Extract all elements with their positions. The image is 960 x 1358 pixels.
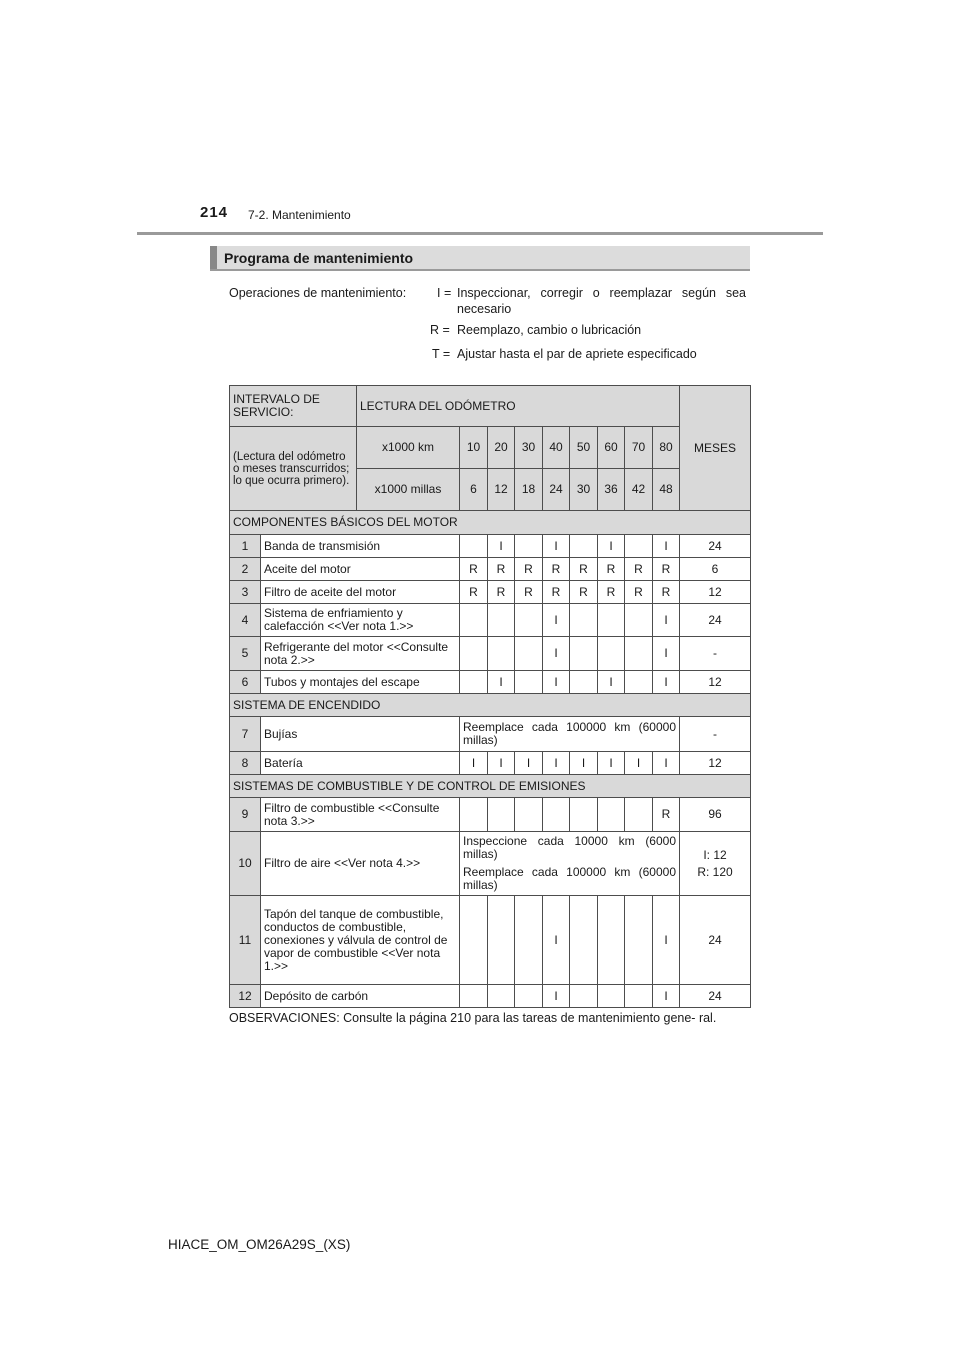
legend-code-t: T = [432,347,451,361]
row-number: 7 [230,717,261,752]
table-row [230,798,751,832]
section-name: 7-2. Mantenimiento [248,208,351,222]
interval-note: (Lectura del odómetro o meses transcurridos; lo que ocurra primero). [230,427,357,511]
op-cell [515,985,543,1008]
op-cell: I [598,671,625,694]
months-cell: 12 [680,752,751,775]
km-value: 70 [625,427,653,469]
miles-value: 48 [653,469,680,511]
km-value: 40 [543,427,570,469]
observations-note: OBSERVACIONES: Consulte la página 210 para las tareas de mantenimiento gene- ral. [229,1011,717,1025]
table-row [230,558,751,581]
title-accent [210,246,217,269]
op-cell [625,985,653,1008]
op-cell [570,798,598,832]
op-cell [570,604,598,637]
miles-value: 24 [543,469,570,511]
op-cell [460,637,488,671]
op-cell [488,637,515,671]
legend-text-t: Ajustar hasta el par de apriete especificado [457,347,697,361]
op-cell [515,637,543,671]
months-cell: R: 120 [680,864,751,896]
op-cell [598,604,625,637]
op-cell [515,671,543,694]
table-row [230,896,751,985]
table-row [230,832,751,864]
row-number: 9 [230,798,261,832]
op-cell: R [653,558,680,581]
op-cell [625,637,653,671]
item-name: Banda de transmisión [261,535,460,558]
table-row [230,604,751,637]
miles-value: 30 [570,469,598,511]
maintenance-table [229,385,751,1008]
document-code: HIACE_OM_OM26A29S_(XS) [168,1237,351,1252]
odometer-label: LECTURA DEL ODÓMETRO [357,386,680,427]
op-cell: R [543,581,570,604]
op-cell [515,896,543,985]
months-cell: 24 [680,604,751,637]
km-value: 30 [515,427,543,469]
op-cell: R [625,558,653,581]
table-row [230,671,751,694]
op-cell: I [653,637,680,671]
months-cell: 12 [680,671,751,694]
op-cell [625,896,653,985]
op-cell: I [543,604,570,637]
item-name: Sistema de enfriamiento y calefacción <<Ver nota 1.>> [261,604,460,637]
span-note: Reemplace cada 100000 km (60000 millas) [460,864,680,896]
op-cell [570,985,598,1008]
op-cell: I [653,985,680,1008]
op-cell [598,637,625,671]
section-title: Programa de mantenimiento [224,250,414,266]
op-cell: I [543,671,570,694]
op-cell: R [460,581,488,604]
op-cell: I [543,637,570,671]
op-cell: I [598,535,625,558]
legend-text-r: Reemplazo, cambio o lubricación [457,323,642,337]
item-name: Aceite del motor [261,558,460,581]
months-cell: - [680,637,751,671]
op-cell: I [515,752,543,775]
op-cell [598,896,625,985]
op-cell [570,535,598,558]
op-cell: R [653,581,680,604]
section-header: COMPONENTES BÁSICOS DEL MOTOR [230,511,751,535]
op-cell [488,896,515,985]
legend-code-r: R = [430,323,450,337]
op-cell [488,604,515,637]
item-name: Depósito de carbón [261,985,460,1008]
km-value: 50 [570,427,598,469]
section-header: SISTEMA DE ENCENDIDO [230,694,751,717]
op-cell: I [598,752,625,775]
months-cell: - [680,717,751,752]
miles-label: x1000 millas [357,469,460,511]
op-cell: R [625,581,653,604]
op-cell: I [570,752,598,775]
op-cell [625,535,653,558]
op-cell: R [598,581,625,604]
row-number: 1 [230,535,261,558]
months-label: MESES [680,386,751,511]
km-value: 20 [488,427,515,469]
table-row [230,581,751,604]
item-name: Bujías [261,717,460,752]
km-value: 10 [460,427,488,469]
op-cell: R [543,558,570,581]
row-number: 8 [230,752,261,775]
months-cell: 6 [680,558,751,581]
item-name: Tapón del tanque de combustible, conductos de combustible, conexiones y válvula de control de vapor de combustible <<Ver nota 1.>> [261,896,460,985]
op-cell: R [460,558,488,581]
op-cell [515,535,543,558]
op-cell: I [625,752,653,775]
row-number: 10 [230,832,261,896]
header-rule [137,232,823,235]
table-row [230,535,751,558]
op-cell [598,798,625,832]
table-row [230,985,751,1008]
op-cell [460,896,488,985]
op-cell [625,798,653,832]
miles-value: 12 [488,469,515,511]
row-number: 12 [230,985,261,1008]
table-row [230,752,751,775]
op-cell: I [488,535,515,558]
op-cell [625,671,653,694]
op-cell: I [653,604,680,637]
section-header: SISTEMAS DE COMBUSTIBLE Y DE CONTROL DE EMISIONES [230,775,751,798]
miles-value: 18 [515,469,543,511]
legend-code-i: I = [437,286,452,300]
km-label: x1000 km [357,427,460,469]
months-cell: I: 12 [680,832,751,864]
interval-label: INTERVALO DE SERVICIO: [230,386,357,427]
months-cell: 96 [680,798,751,832]
op-cell [570,637,598,671]
months-cell: 24 [680,896,751,985]
op-cell: R [488,581,515,604]
op-cell: R [488,558,515,581]
op-cell [598,985,625,1008]
op-cell: I [460,752,488,775]
item-name: Filtro de aire <<Ver nota 4.>> [261,832,460,896]
op-cell [460,671,488,694]
item-name: Refrigerante del motor <<Consulte nota 2.>> [261,637,460,671]
item-name: Filtro de aceite del motor [261,581,460,604]
op-cell: R [598,558,625,581]
op-cell: I [543,752,570,775]
miles-value: 6 [460,469,488,511]
table-row [230,717,751,752]
months-cell: 24 [680,535,751,558]
row-number: 6 [230,671,261,694]
km-value: 60 [598,427,625,469]
km-value: 80 [653,427,680,469]
op-cell: I [653,535,680,558]
op-cell [488,985,515,1008]
op-cell: I [653,671,680,694]
op-cell: R [515,558,543,581]
row-number: 3 [230,581,261,604]
op-cell [460,798,488,832]
row-number: 5 [230,637,261,671]
op-cell: I [653,752,680,775]
op-cell: I [543,535,570,558]
span-note: Inspeccione cada 10000 km (6000 millas) [460,832,680,864]
op-cell: I [653,896,680,985]
op-cell: I [543,896,570,985]
legend-intro: Operaciones de mantenimiento: [229,286,407,300]
page-number: 214 [200,204,229,221]
row-number: 4 [230,604,261,637]
span-note: Reemplace cada 100000 km (60000 millas) [460,717,680,752]
section-title-bar [210,246,750,271]
op-cell [488,798,515,832]
months-cell: 24 [680,985,751,1008]
op-cell: R [570,558,598,581]
op-cell [625,604,653,637]
op-cell [570,671,598,694]
months-cell: 12 [680,581,751,604]
item-name: Filtro de combustible <<Consulte nota 3.>> [261,798,460,832]
op-cell [460,985,488,1008]
op-cell: R [653,798,680,832]
op-cell [460,535,488,558]
table-row [230,637,751,671]
op-cell: I [488,671,515,694]
item-name: Tubos y montajes del escape [261,671,460,694]
op-cell: R [515,581,543,604]
op-cell [570,896,598,985]
op-cell [515,798,543,832]
miles-value: 42 [625,469,653,511]
op-cell: R [570,581,598,604]
item-name: Batería [261,752,460,775]
op-cell [515,604,543,637]
row-number: 2 [230,558,261,581]
row-number: 11 [230,896,261,985]
op-cell: I [488,752,515,775]
op-cell [460,604,488,637]
op-cell [543,798,570,832]
legend-text-i: Inspeccionar, corregir o reemplazar según sea necesario [457,286,746,316]
op-cell: I [543,985,570,1008]
miles-value: 36 [598,469,625,511]
